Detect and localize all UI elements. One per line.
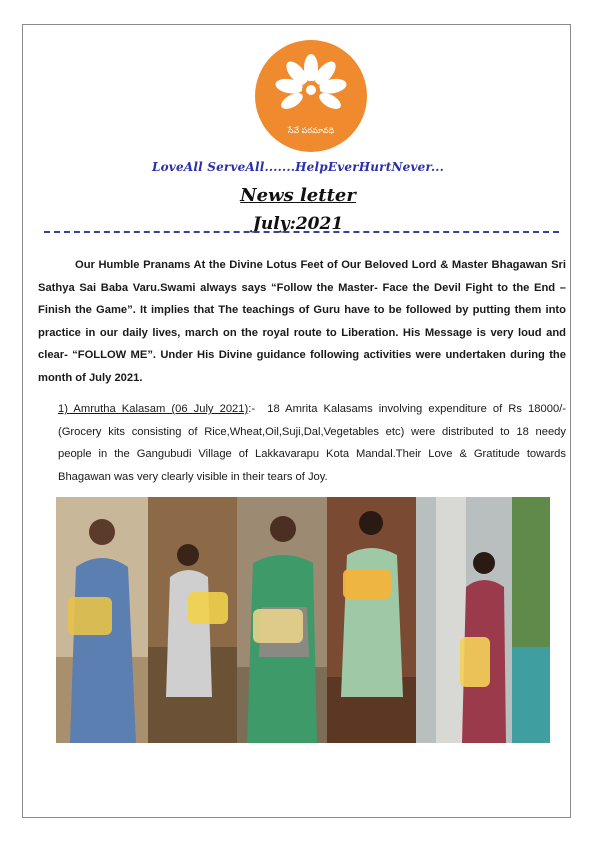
dashed-divider	[44, 231, 559, 233]
logo-caption: సేవే పరమావధి	[287, 126, 335, 135]
photo-collage	[56, 497, 550, 743]
newsletter-date: July:2021	[252, 214, 344, 234]
photo-1	[56, 497, 148, 743]
activity-separator: :-	[248, 403, 256, 415]
photo-5	[416, 497, 550, 743]
organization-logo	[255, 40, 367, 152]
activity-item	[58, 398, 566, 488]
intro-paragraph: Our Humble Pranams At the Divine Lotus Feet of Our Beloved Lord & Master Bhagawan Sri Sathya Sai Baba Varu.Swami always says “Follow the Master- Face the Devil Fight to the End – Finish the Game”. It implies that The teachings of Guru have to be followed by putting them into practice in our daily lives, march on the royal route to Liberation. His Message is very loud and clear- “FOLLOW ME”. Under His Divine guidance following activities were undertaken during the month of July 2021.	[38, 259, 566, 384]
motto: LoveAll ServeAll.......HelpEverHurtNever...	[151, 160, 445, 174]
newsletter-title: News letter	[240, 185, 356, 206]
activity-text: 18 Amrita Kalasams involving expenditure of Rs 18000/- (Grocery kits consisting of Rice,Wheat,Oil,Suji,Dal,Vegetables etc) were distributed to 18 needy people in the Gangubudi Village of Lakkavarapu Kota Mandal.Their Love & Gratitude towards Bhagawan was very clearly visible in their tears of Joy.	[58, 403, 567, 483]
photo-2	[148, 497, 237, 743]
activity-heading: 1) Amrutha Kalasam (06 July 2021)	[58, 403, 249, 415]
photo-4	[327, 497, 416, 743]
photo-3	[237, 497, 327, 743]
